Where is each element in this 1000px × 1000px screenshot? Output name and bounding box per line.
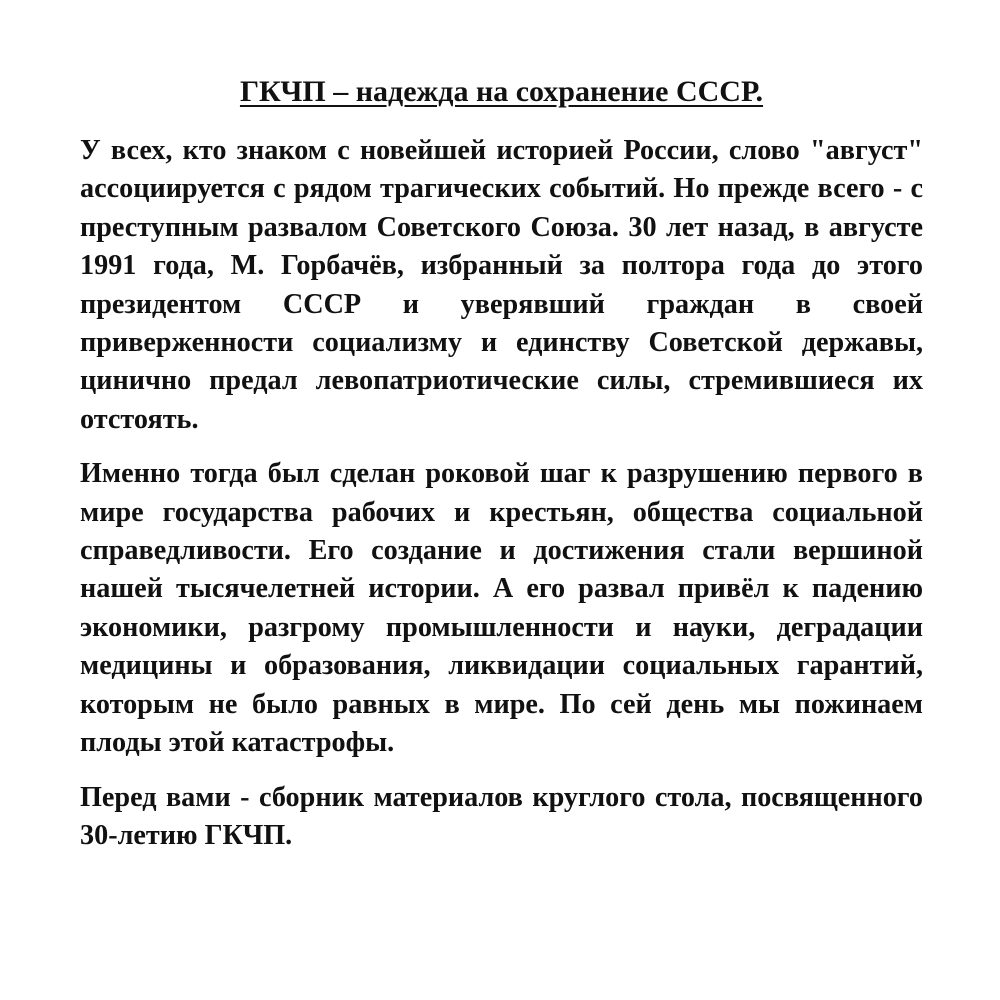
document-title: ГКЧП – надежда на сохранение СССР. <box>239 75 764 108</box>
document-page <box>80 72 923 855</box>
paragraph-intro: У всех, кто знаком с новейшей историей России, слово "август" ассоциируется с рядом трагических событий. Но прежде всего - с преступным развалом Советского Союза. 30 лет назад, в августе 1991 года, М. Горбачёв, избранный за полтора года до этого президентом СССР и уверявший граждан в своей приверженности социализму и единству Советской державы, цинично предал левопатриотические силы, стремившиеся их отстоять. <box>80 135 923 435</box>
paragraph-collection: Перед вами - сборник материалов круглого стола, посвященного 30-летию ГКЧП. <box>80 781 923 851</box>
paragraph-consequences: Именно тогда был сделан роковой шаг к разрушению первого в мире государства рабочих и крестьян, общества социальной справедливости. Его создание и достижения стали вершиной нашей тысячелетней истории. А его развал привёл к падению экономики, разгрому промышленности и науки, деградации медицины и образования, ликвидации социальных гарантий, которым не было равных в мире. По сей день мы пожинаем плоды этой катастрофы. <box>80 458 923 759</box>
